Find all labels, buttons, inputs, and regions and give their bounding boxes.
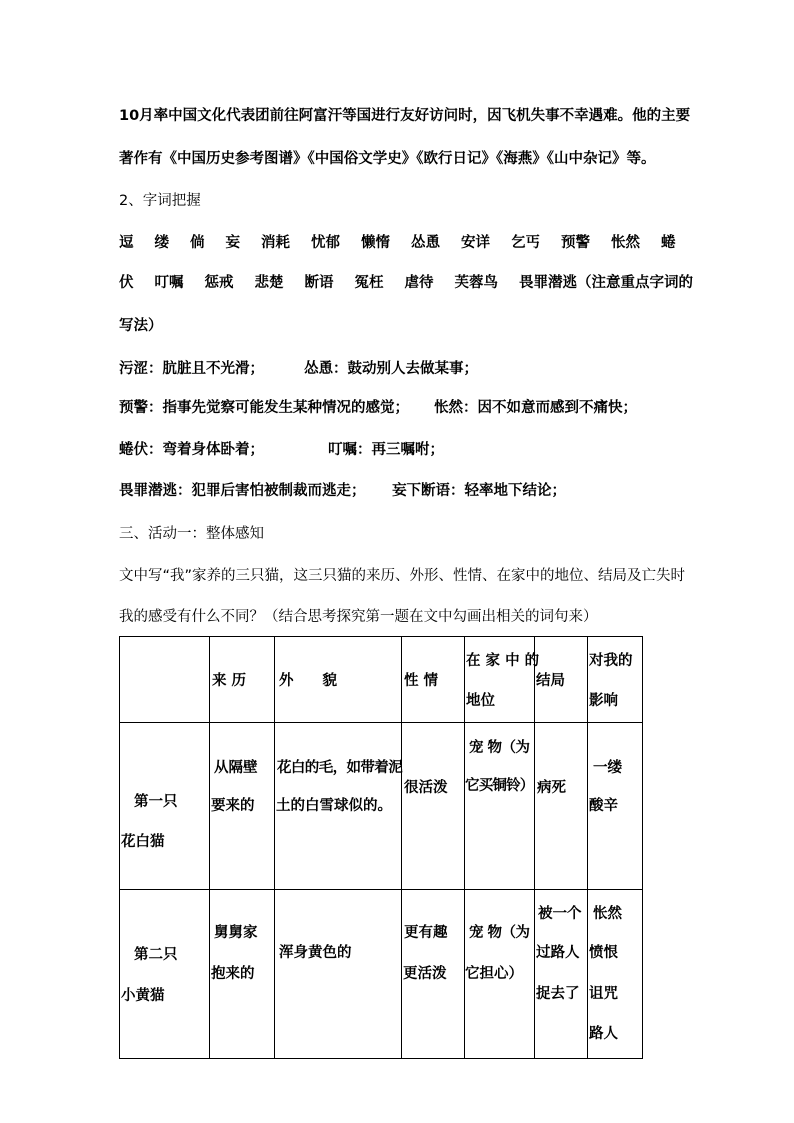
question-line-2: 我的感受有什么不同？（结合思考探究第一题在文中勾画出相关的词句来）	[119, 609, 598, 625]
row-2-status: 宠 物（为 它担心）	[465, 925, 530, 982]
vocab-word: 虐待	[404, 275, 434, 291]
row-2-appearance: 浑身黄色的	[279, 945, 352, 961]
vocab-word: 惩戒	[204, 275, 234, 291]
row-1-name: 第一只 花白猫	[121, 794, 178, 850]
table-header-row	[120, 637, 643, 723]
vocab-word: 蜷	[661, 235, 676, 251]
vocab-word: 消耗	[261, 235, 290, 251]
definition-line-4	[119, 481, 566, 501]
vocab-row-2	[119, 273, 693, 293]
row-1-temperament: 很活泼	[404, 780, 448, 796]
vocab-word: 芙蓉鸟	[454, 275, 498, 291]
vocab-word: 忧郁	[311, 235, 340, 251]
vocab-word: 逗	[119, 235, 134, 251]
vocab-word: 悲楚	[254, 275, 284, 291]
definition-weizui: 畏罪潜逃：犯罪后害怕被制裁而逃走；	[119, 483, 366, 499]
cats-comparison-table	[119, 636, 643, 1059]
intro-line-2: 著作有《中国历史参考图谱》《中国俗文学史》《欧行日记》《海燕》《山中杂记》等。	[119, 151, 656, 167]
section-3-heading: 三、活动一：整体感知	[119, 526, 264, 542]
definition-yujing: 预警：指事先觉察可能发生某种情况的感觉；	[119, 400, 409, 416]
row-2-ending: 被一个 过路人 捉去了	[536, 906, 582, 1002]
definition-wangxia: 妄下断语：轻率地下结论；	[392, 483, 567, 499]
vocab-word: 断语	[304, 275, 334, 291]
definition-songyong: 怂恿：鼓动别人去做某事；	[304, 361, 479, 377]
vocab-word: 冤枉	[354, 275, 384, 291]
definition-dingzhu: 叮嘱：再三嘱咐；	[328, 442, 445, 458]
row-1-status: 宠 物（为 它买铜铃）	[465, 740, 534, 794]
table-row	[120, 890, 643, 1059]
header-status: 在 家 中 的 地位	[466, 653, 540, 709]
definition-line-3	[119, 440, 444, 460]
row-1-appearance: 花白的毛，如带着泥 土的白雪球似的。	[276, 760, 403, 814]
definition-wusi: 污涩：肮脏且不光滑；	[119, 361, 264, 377]
header-appearance: 外 貌	[279, 673, 337, 689]
row-1-origin: 从隔壁 要来的	[211, 760, 258, 814]
intro-line-1: 10月率中国文化代表团前往阿富汗等国进行友好访问时，因飞机失事不幸遇难。他的主要	[119, 108, 691, 124]
vocab-word: 怂恿	[411, 235, 440, 251]
vocab-word: 畏罪潜逃（注意重点字词的	[519, 275, 693, 291]
vocab-word: 安详	[461, 235, 490, 251]
row-2-temperament: 更有趣 更活泼	[403, 925, 448, 982]
definition-line-1	[119, 359, 478, 379]
vocab-word: 妄	[225, 235, 240, 251]
header-empty-cell	[120, 637, 210, 723]
vocab-word: 缕	[154, 235, 169, 251]
definition-quanfu: 蜷伏：弯着身体卧着；	[119, 442, 264, 458]
vocab-word: 倘	[190, 235, 205, 251]
vocab-word: 伏	[119, 275, 134, 291]
table-row	[120, 723, 643, 890]
row-2-name: 第二只 小黄猫	[121, 947, 178, 1004]
question-line-1: 文中写“我”家养的三只猫，这三只猫的来历、外形、性情、在家中的地位、结局及亡失时	[119, 568, 686, 584]
vocab-word: 懒惰	[361, 235, 390, 251]
header-temperament: 性 情	[404, 673, 439, 689]
row-1-ending: 病死	[537, 780, 566, 796]
section-2-heading: 2、字词把握	[119, 193, 201, 209]
vocab-word: 怅然	[611, 235, 640, 251]
row-2-origin: 舅舅家 抱来的	[211, 925, 258, 982]
header-origin: 来 历	[212, 673, 247, 689]
definition-changran: 怅然：因不如意而感到不痛快；	[434, 400, 638, 416]
definition-line-2	[119, 398, 637, 418]
header-impact: 对我的 影响	[589, 653, 633, 709]
vocab-word: 乞丐	[511, 235, 540, 251]
row-1-impact: 一缕 酸辛	[589, 760, 622, 814]
vocab-row-1	[119, 233, 697, 253]
row-2-impact: 怅然 愤恨 诅咒 路人	[589, 906, 622, 1042]
header-ending: 结局	[536, 673, 565, 689]
vocab-word: 叮嘱	[154, 275, 184, 291]
vocab-word: 预警	[561, 235, 590, 251]
vocab-row-3: 写法）	[119, 318, 163, 334]
